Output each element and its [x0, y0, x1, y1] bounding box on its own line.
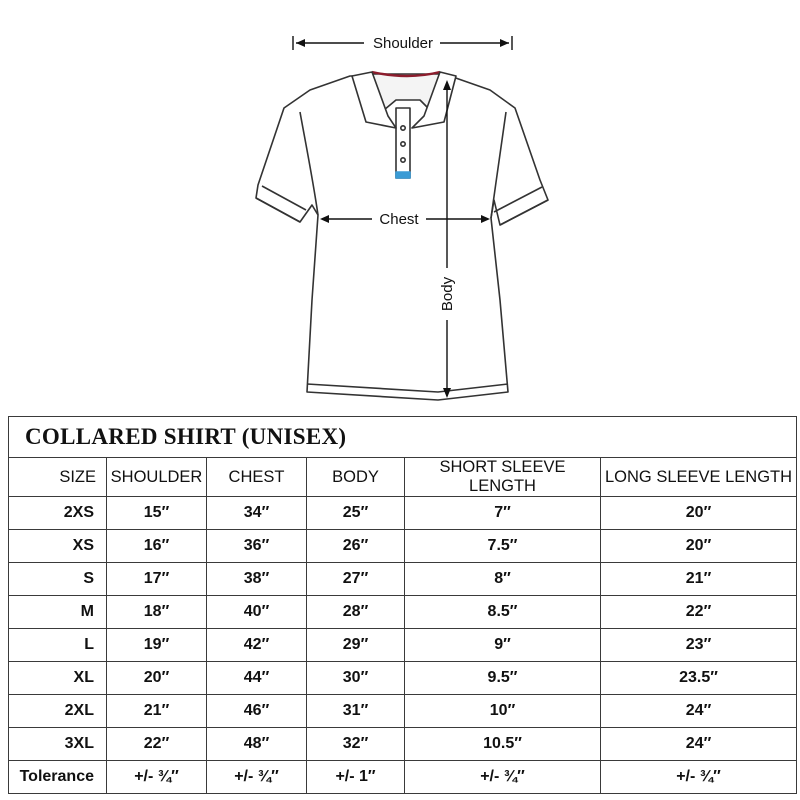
- size-cell: 2XS: [9, 497, 107, 530]
- long-sleeve-cell: 21″: [601, 563, 797, 596]
- size-cell: XL: [9, 662, 107, 695]
- column-header-shoulder: SHOULDER: [107, 458, 207, 497]
- chest-cell: 46″: [207, 695, 307, 728]
- shoulder-cell: 20″: [107, 662, 207, 695]
- column-header-chest: CHEST: [207, 458, 307, 497]
- chest-cell: 36″: [207, 530, 307, 563]
- long-sleeve-cell: 20″: [601, 497, 797, 530]
- shoulder-cell: 15″: [107, 497, 207, 530]
- size-cell: XS: [9, 530, 107, 563]
- long-sleeve-cell: 23″: [601, 629, 797, 662]
- column-header-size: SIZE: [9, 458, 107, 497]
- size-cell: S: [9, 563, 107, 596]
- table-title: COLLARED SHIRT (UNISEX): [9, 417, 797, 458]
- size-chart-table: [8, 416, 797, 794]
- short-sleeve-cell: 7.5″: [405, 530, 601, 563]
- shoulder-cell: 19″: [107, 629, 207, 662]
- body-cell: 25″: [307, 497, 405, 530]
- size-cell: 2XL: [9, 695, 107, 728]
- long-sleeve-tolerance: +/- ¾″: [601, 761, 797, 794]
- short-sleeve-cell: 9.5″: [405, 662, 601, 695]
- short-sleeve-cell: 10″: [405, 695, 601, 728]
- body-cell: 26″: [307, 530, 405, 563]
- short-sleeve-cell: 9″: [405, 629, 601, 662]
- shoulder-cell: 16″: [107, 530, 207, 563]
- table-row: [9, 629, 797, 662]
- shoulder-cell: 18″: [107, 596, 207, 629]
- size-cell: M: [9, 596, 107, 629]
- table-row: [9, 662, 797, 695]
- short-sleeve-tolerance: +/- ¾″: [405, 761, 601, 794]
- column-header-short-sleeve-length: SHORT SLEEVE LENGTH: [405, 458, 601, 497]
- table-row: [9, 530, 797, 563]
- tolerance-row: [9, 761, 797, 794]
- long-sleeve-cell: 23.5″: [601, 662, 797, 695]
- chest-cell: 40″: [207, 596, 307, 629]
- placket-tab: [396, 172, 410, 178]
- shoulder-cell: 21″: [107, 695, 207, 728]
- shoulder-cell: 17″: [107, 563, 207, 596]
- body-label: Body: [439, 276, 456, 312]
- table-header-row: [9, 458, 797, 497]
- table-row: [9, 728, 797, 761]
- tolerance-label: Tolerance: [9, 761, 107, 794]
- body-cell: 32″: [307, 728, 405, 761]
- short-sleeve-cell: 7″: [405, 497, 601, 530]
- chest-cell: 44″: [207, 662, 307, 695]
- long-sleeve-cell: 24″: [601, 695, 797, 728]
- short-sleeve-cell: 8″: [405, 563, 601, 596]
- body-cell: 31″: [307, 695, 405, 728]
- column-header-long-sleeve-length: LONG SLEEVE LENGTH: [601, 458, 797, 497]
- body-cell: 28″: [307, 596, 405, 629]
- long-sleeve-cell: 24″: [601, 728, 797, 761]
- table-row: [9, 596, 797, 629]
- shoulder-label: Shoulder: [372, 35, 434, 52]
- column-header-body: BODY: [307, 458, 405, 497]
- table-row: [9, 563, 797, 596]
- size-cell: 3XL: [9, 728, 107, 761]
- table-row: [9, 695, 797, 728]
- chest-label: Chest: [379, 211, 419, 228]
- short-sleeve-cell: 10.5″: [405, 728, 601, 761]
- chest-tolerance: +/- ¾″: [207, 761, 307, 794]
- body-cell: 30″: [307, 662, 405, 695]
- short-sleeve-cell: 8.5″: [405, 596, 601, 629]
- long-sleeve-cell: 20″: [601, 530, 797, 563]
- chest-cell: 38″: [207, 563, 307, 596]
- table-row: [9, 497, 797, 530]
- polo-shirt-illustration: [256, 72, 548, 400]
- shoulder-tolerance: +/- ¾″: [107, 761, 207, 794]
- chest-cell: 34″: [207, 497, 307, 530]
- shoulder-cell: 22″: [107, 728, 207, 761]
- body-cell: 29″: [307, 629, 405, 662]
- body-tolerance: +/- 1″: [307, 761, 405, 794]
- chest-cell: 48″: [207, 728, 307, 761]
- long-sleeve-cell: 22″: [601, 596, 797, 629]
- chest-cell: 42″: [207, 629, 307, 662]
- size-cell: L: [9, 629, 107, 662]
- body-cell: 27″: [307, 563, 405, 596]
